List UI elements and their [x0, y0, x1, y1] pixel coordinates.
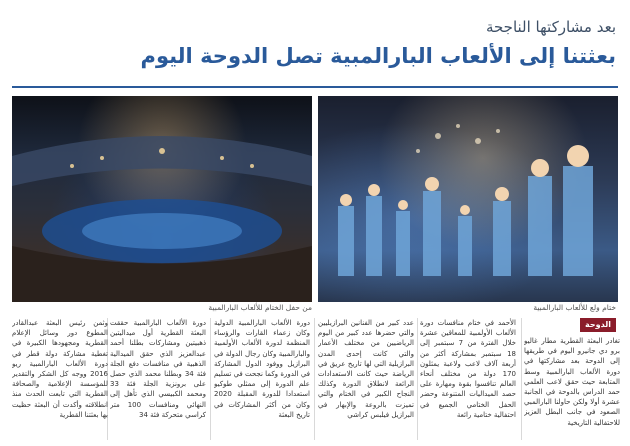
body-column-5: دورة الألعاب البارالمبية حققت البعثة القطرية أول ميداليتين ذهبيتين ومشاركات بطلنا أحمد عبدالعزيز الذي حقق الميدالية الذهبية في منافسات دفع الجلة فئة 34 وبطلنا محمد الذي حصل على برونزية الجلة فئة 33 ومحمد الكبيسي الذي تأهل إلى النهائي ومنافسات 100 متر كراسي متحركة فئة 34 [110, 319, 206, 419]
headline-rule [12, 86, 618, 88]
body-column-1: تغادر البعثة القطرية مطار غاليو برو دي جانيرو اليوم في طريقها إلى الدوحة بعد مشاركتها في دورة الألعاب البارالمبية وسط المتابعة حيث حقق لاعب العلمي حمد الدراس بالدوحة في الجانبة عشرة أولا ولكن حاولنا البارالمبي الصعود في جانب البطل العزيز للاحتفالية التاريخية [524, 337, 620, 427]
body-column-3: عدد كبير من الفنانين البرازيليين والتي حضرها عدد كبير من اليوم الرياضيين من مختلف الأعمار والتي كانت إحدى المدن البرازيلية التي لها تاريخ عريق في الرياضة حيث كانت الاستعدادات الرائعة لانطلاق الدورة وكذلك النجاح الكبير في الختام والتي تميزت بالروعة والإبهار في البرازيل فيلبس كراشي [318, 319, 414, 419]
photo-stadium-panorama [12, 96, 312, 302]
column-separator [417, 318, 418, 440]
column-separator [210, 318, 211, 440]
photo-closing-ceremony-performers [318, 96, 618, 302]
article-kicker: بعد مشاركتها الناجحة [485, 18, 616, 36]
stadium-illustration [12, 96, 312, 302]
article-headline: بعثتنا إلى الألعاب البارالمبية تصل الدوحة اليوم [140, 44, 616, 68]
performers-illustration [318, 96, 618, 302]
column-separator [314, 318, 315, 440]
column-separator [521, 318, 522, 440]
brand-badge: الدوحة [580, 318, 616, 332]
caption-performers: ختام ولع للألعاب البارالمبية [533, 303, 616, 312]
caption-stadium: من حفل الختام للألعاب البارالمبية [208, 303, 312, 312]
body-column-2: الأحمد في ختام منافسات دورة الألعاب الأولمبية للمعاقين عشرة خلال الفترة من 7 سبتمبر إلى 18 سبتمبر بمشاركة أكثر من أربعة آلاف لاعب ولاعبة يمثلون 170 دولة من مختلف أنحاء العالم تنافسوا بقوة ومهارة على حصد الميداليات المتنوعة وحضر الحفل الختامي الجميع في احتفالية ختامية رائعة [420, 319, 516, 419]
body-column-4: دورة الألعاب البارالمبية الدولية وكان زعماء القارات والرؤساء المنظمة لدورة الألعاب الأولمبية والبارالمبية وكان رجال الدولة في البرازيل ووفود الدول المشاركة في الدورة وكما نجحت في تسليم علم الدورة إلى ممثلي طوكيو استعدادا للدورة المقبلة 2020 وكان من أكثر المشاركات في تاريخ البعثة [214, 319, 310, 419]
body-column-6: وثمن رئيس البعثة عبدالقادر المطوع دور وسائل الإعلام القطرية ومجهودها الكبيرة في تغطية مشاركة دولة قطر في دورة الألعاب البارالمبية ريو 2016 ووجه كل الشكر والتقدير للمؤسسة الإعلامية والصحافة القطرية التي تابعت الحدث منذ انطلاقته وأكدت أن البعثة حظيت بها بعثتنا القطرية [12, 319, 108, 419]
